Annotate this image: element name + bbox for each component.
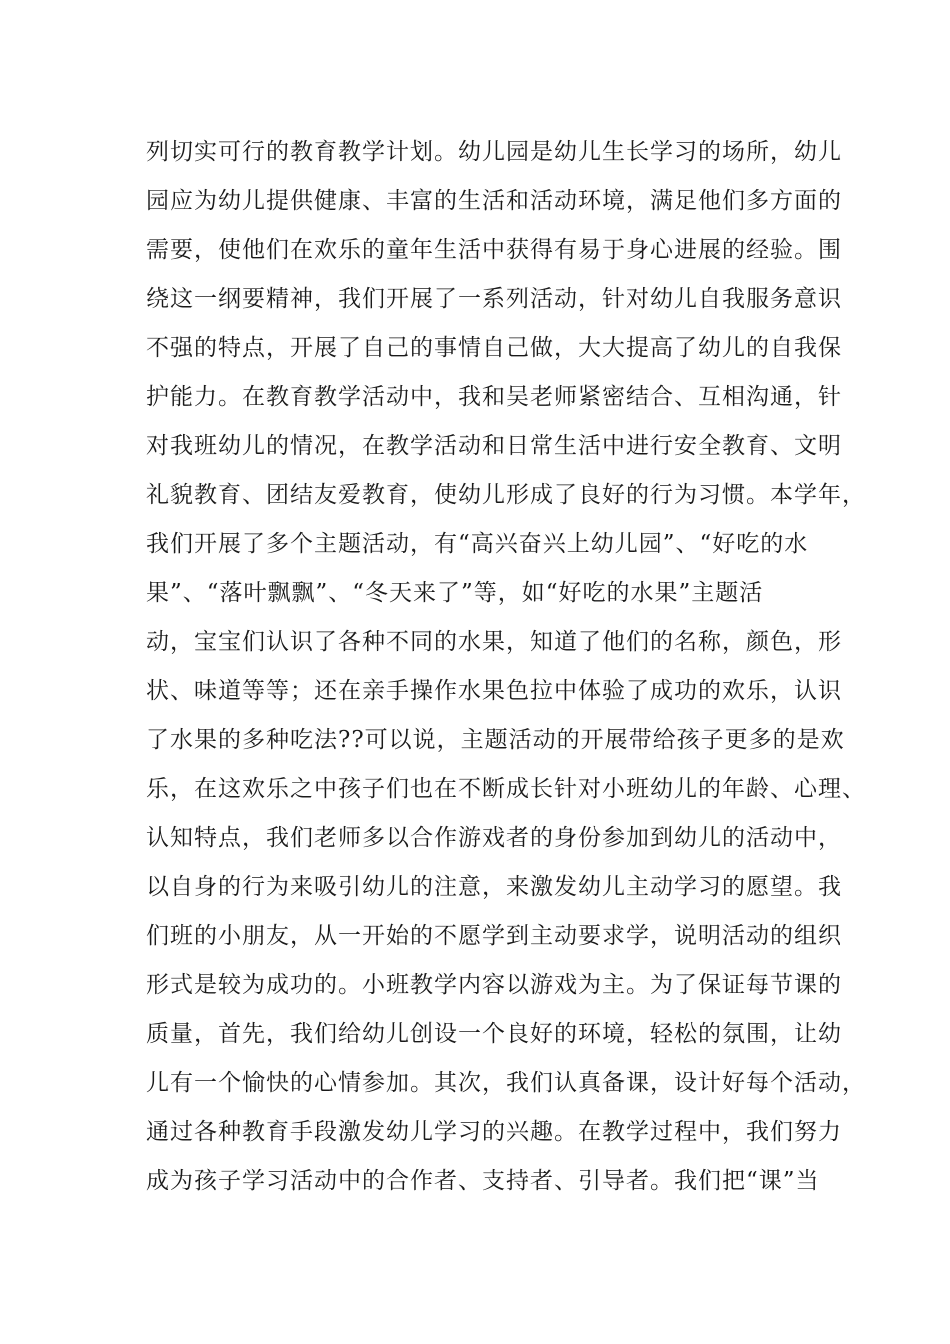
text-line: 对我班幼儿的情况，在教学活动和日常生活中进行安全教育、文明 bbox=[146, 433, 842, 459]
text-line: 以自身的行为来吸引幼儿的注意，来激发幼儿主动学习的愿望。我 bbox=[146, 874, 842, 900]
text-line: 们班的小朋友，从一开始的不愿学到主动要求学，说明活动的组织 bbox=[146, 923, 842, 949]
text-line: 儿有一个愉快的心情参加。其次，我们认真备课，设计好每个活动， bbox=[146, 1070, 866, 1096]
text-line: 园应为幼儿提供健康、丰富的生活和活动环境，满足他们多方面的 bbox=[146, 188, 842, 214]
text-line: 乐，在这欢乐之中孩子们也在不断成长针对小班幼儿的年龄、心理、 bbox=[146, 776, 866, 802]
text-line: 护能力。在教育教学活动中，我和吴老师紧密结合、互相沟通，针 bbox=[146, 384, 842, 410]
text-line: 需要，使他们在欢乐的童年生活中获得有易于身心进展的经验。围 bbox=[146, 237, 842, 263]
text-line: 我们开展了多个主题活动，有“高兴奋兴上幼儿园”、“好吃的水 bbox=[146, 531, 809, 557]
text-line: 动，宝宝们认识了各种不同的水果，知道了他们的名称，颜色，形 bbox=[146, 629, 842, 655]
body-text bbox=[146, 128, 866, 1206]
text-line: 不强的特点，开展了自己的事情自己做，大大提高了幼儿的自我保 bbox=[146, 335, 842, 361]
text-line: 认知特点，我们老师多以合作游戏者的身份参加到幼儿的活动中， bbox=[146, 825, 842, 851]
text-line: 通过各种教育手段激发幼儿学习的兴趣。在教学过程中，我们努力 bbox=[146, 1119, 842, 1145]
text-line: 成为孩子学习活动中的合作者、支持者、引导者。我们把“课”当 bbox=[146, 1168, 820, 1194]
text-line: 状、味道等等；还在亲手操作水果色拉中体验了成功的欢乐，认识 bbox=[146, 678, 842, 704]
text-line: 列切实可行的教育教学计划。幼儿园是幼儿生长学习的场所，幼儿 bbox=[146, 139, 842, 165]
text-line: 礼貌教育、团结友爱教育，使幼儿形成了良好的行为习惯。本学年， bbox=[146, 482, 866, 508]
text-line: 了水果的多种吃法??可以说，主题活动的开展带给孩子更多的是欢 bbox=[146, 727, 845, 753]
text-line: 绕这一纲要精神，我们开展了一系列活动，针对幼儿自我服务意识 bbox=[146, 286, 842, 312]
text-line: 形式是较为成功的。小班教学内容以游戏为主。为了保证每节课的 bbox=[146, 972, 842, 998]
text-line: 果”、“落叶飘飘”、“冬天来了”等，如“好吃的水果”主题活 bbox=[146, 580, 764, 606]
text-line: 质量，首先，我们给幼儿创设一个良好的环境，轻松的氛围，让幼 bbox=[146, 1021, 842, 1047]
